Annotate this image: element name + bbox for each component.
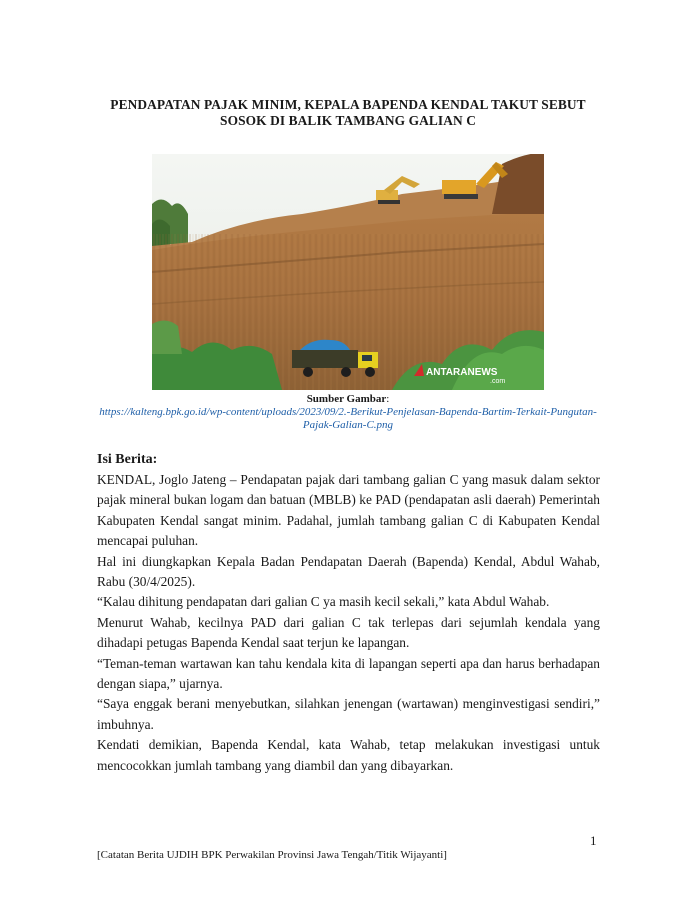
image-caption: [96, 393, 600, 432]
caption-label: Sumber Gambar: [306, 393, 387, 405]
page-number: 1: [590, 833, 597, 848]
paragraph: “Saya enggak berani menyebutkan, silahkan jenengan (wartawan) menginvestigasi sendiri,” imbuhnya.: [97, 696, 600, 732]
title-line-1: PENDAPATAN PAJAK MINIM, KEPALA BAPENDA KENDAL TAKUT SEBUT: [110, 97, 586, 112]
paragraph: Hal ini diungkapkan Kepala Badan Pendapatan Daerah (Bapenda) Kendal, Abdul Wahab, Rabu (30/4/2025).: [97, 553, 600, 590]
paragraph: “Teman-teman wartawan kan tahu kendala kita di lapangan seperti apa dan harus berhadapan dengan siapa,” ujarnya.: [97, 655, 600, 692]
title-line-2: SOSOK DI BALIK TAMBANG GALIAN C: [220, 113, 476, 128]
page-footer: [Catatan Berita UJDIH BPK Perwakilan Provinsi Jawa Tengah/Titik Wijayanti]: [97, 849, 447, 861]
paragraph: “Kalau dihitung pendapatan dari galian C ya masih kecil sekali,” kata Abdul Wahab.: [97, 594, 550, 610]
mining-quarry-illustration: [152, 154, 544, 390]
watermark-suffix: .com: [490, 378, 506, 385]
article-body: [97, 470, 600, 776]
news-photo: [152, 154, 544, 390]
article-title: [96, 97, 600, 129]
caption-source-link[interactable]: https://kalteng.bpk.go.id/wp-content/uploads/2023/09/2.-Berikut-Penjelasan-Bapenda-Bartim-Terkait-Pungutan-Pajak-Galian-C.png: [99, 406, 597, 431]
paragraph: Kendati demikian, Bapenda Kendal, kata Wahab, tetap melakukan investigasi untuk mencocokkan jumlah tambang yang diambil dan yang dibayarkan.: [97, 737, 600, 773]
watermark-text: ANTARANEWS: [426, 367, 498, 378]
caption-colon: :: [386, 393, 390, 405]
section-heading: Isi Berita:: [97, 452, 158, 467]
paragraph: KENDAL, Joglo Jateng – Pendapatan pajak dari tambang galian C yang masuk dalam sektor pajak mineral bukan logam dan batuan (MBLB) ke PAD (pendapatan asli daerah) Pemerintah Kabupaten Kendal sangat minim. Padahal, jumlah tambang galian C di Kabupaten Kendal mencapai puluhan.: [97, 472, 600, 549]
paragraph: Menurut Wahab, kecilnya PAD dari galian C tak terlepas dari sejumlah kendala yang dihadapi petugas Bapenda Kendal saat terjun ke lapangan.: [97, 614, 600, 651]
